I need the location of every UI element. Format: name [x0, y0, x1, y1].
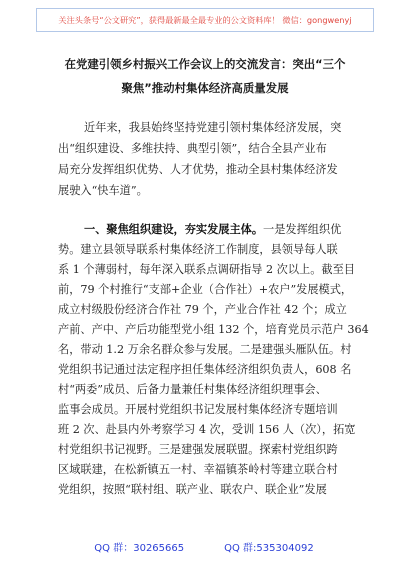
intro-line-1: 近年来，我县始终坚持党建引领村集体经济发展，突: [84, 121, 342, 134]
intro-line-3: 局充分发挥组织优势、人才优势，推动全县村集体经济发: [58, 163, 338, 176]
section-1-line: 成立村级股份经济合作社 79 个，产业合作社 42 个；成立: [58, 303, 347, 316]
banner-box: [36, 8, 374, 32]
section-1-line: 产前、产中、产后功能型党小组 132 个，培育党员示范户 364: [58, 323, 369, 336]
section-1-first-line-rest: 一是发挥组织优: [263, 223, 342, 236]
section-1-line: 班 2 次、赴县内外考察学习 4 次，受训 156 人（次），拓宽: [58, 423, 356, 436]
section-1-line: 名，带动 1.2 万余名群众参与发展。二是建强头雁队伍。村: [58, 343, 352, 356]
section-1-line: 前，79 个村推行“支部+企业（合作社）+农户”发展模式，: [58, 283, 353, 296]
intro-line-2: 出“组织建设、多维扶持、典型引领”，结合全县产业布: [58, 142, 327, 155]
section-1-line: 党组织书记通过法定程序担任集体经济组织负责人，608 名: [58, 363, 352, 376]
banner-text: 关注头条号“公文研究”，获得最新最全最专业的公文资料库！ 微信：gongwenyj: [58, 15, 352, 25]
section-1-line: 系 1 个薄弱村，每年深入联系点调研指导 2 次以上。截至目: [58, 263, 355, 276]
section-1-line: 党组织，按照“联村组、联产业、联农户、联企业”发展: [58, 483, 327, 496]
footer-qq-group-1: QQ 群：30265665: [94, 543, 185, 554]
section-1-line: 村“两委”成员、后备力量兼任村集体经济组织理事会、: [58, 383, 327, 396]
section-1-line: 区域联建，在松新镇五一村、幸福镇茶岭村等建立联合村: [58, 463, 338, 476]
section-1-heading: 一、聚焦组织建设，夯实发展主体。: [84, 223, 264, 236]
document-title-line-2: 聚焦”推动村集体经济高质量发展: [121, 81, 289, 95]
document-title-line-1: 在党建引领乡村振兴工作会议上的交流发言：突出“三个: [64, 57, 346, 71]
section-1-first-line: [84, 223, 341, 237]
intro-line-4: 展驶入“快车道”。: [58, 184, 148, 197]
section-1-line: 村党组织书记视野。三是建强发展联盟。探索村党组织跨: [58, 443, 338, 456]
footer: [0, 535, 408, 557]
footer-qq-group-2: QQ 群:535304092: [224, 543, 314, 554]
section-1-line: 监事会成员。开展村党组织书记发展村集体经济专题培训: [58, 403, 338, 416]
header-banner: [0, 0, 408, 40]
section-1-line: 势。建立县领导联系村集体经济工作制度，县领导每人联: [58, 243, 338, 256]
